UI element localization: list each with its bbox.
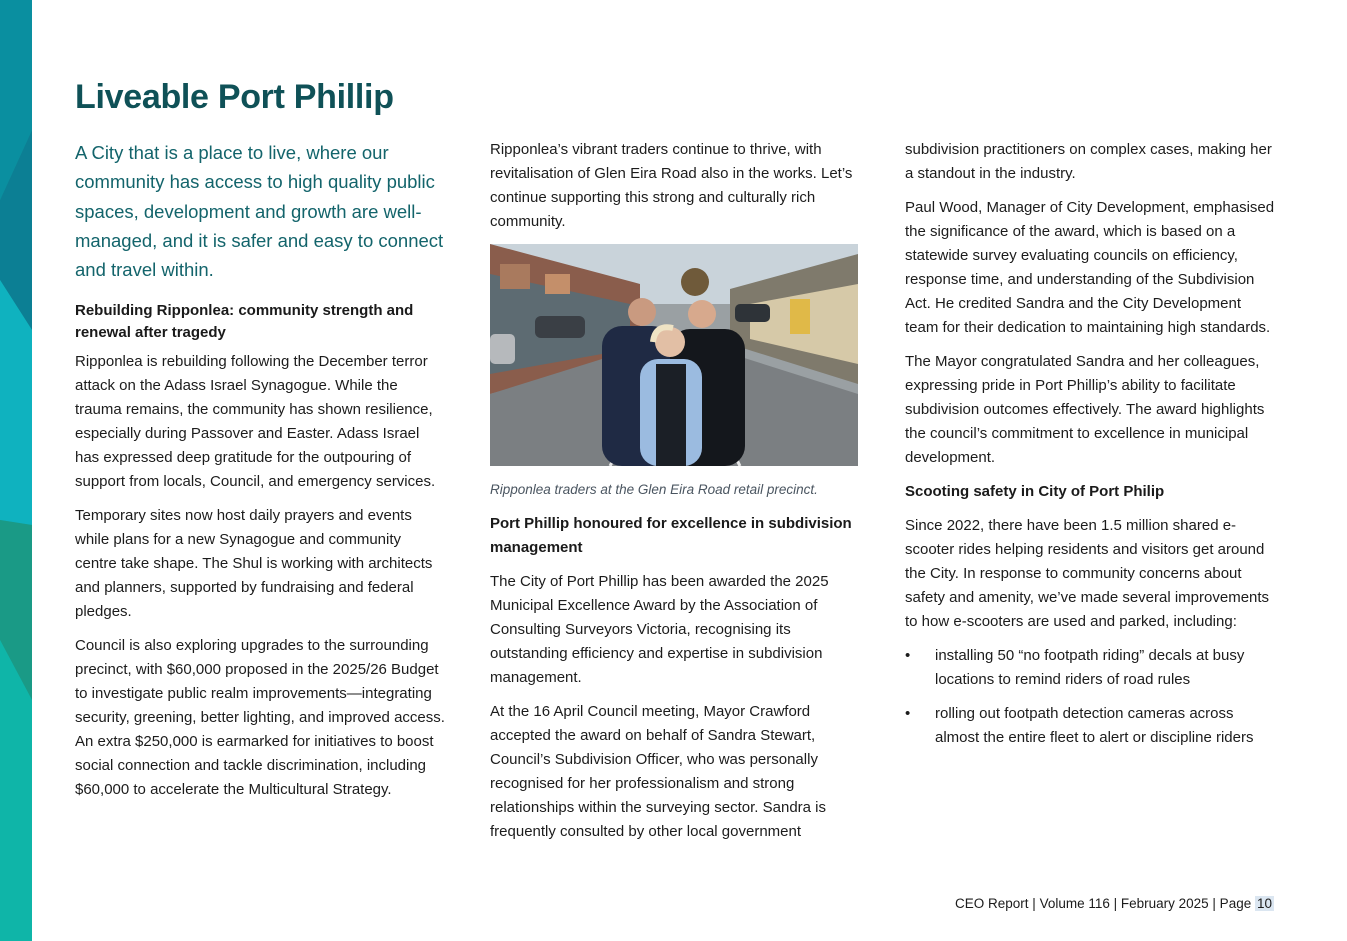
article-heading-scooting-safety: Scooting safety in City of Port Philip [905, 483, 1165, 500]
photo-caption: Ripponlea traders at the Glen Eira Road retail precinct. [490, 482, 818, 497]
section-intro: A City that is a place to live, where our community has access to high quality public spaces, development and growth are well-managed, and it is safer and easy to connect and travel within. [75, 142, 444, 281]
article-paragraph: Ripponlea is rebuilding following the December terror attack on the Adass Israel Synagogue. While the trauma remains, the community has shown resilience, especially during Passover and Easter. Adass Israel has expressed deep gratitude for the outpouring of support from locals, Council, and emergency services. [75, 353, 436, 491]
article-paragraph: At the 16 April Council meeting, Mayor Crawford accepted the award on behalf of Sandra Stewart, Council’s Subdivision Officer, who was personally recognised for her professionalism and strong relationships within the surveying sector. Sandra is frequently consulted by other local government [490, 703, 827, 840]
bullet-icon: • [905, 647, 911, 664]
bullet-icon: • [905, 705, 911, 722]
page-title: Liveable Port Phillip [75, 78, 394, 116]
article-heading-subdivision-award: Port Phillip honoured for excellence in subdivision management [490, 515, 852, 556]
page-footer [955, 896, 1274, 911]
column-right [905, 138, 1275, 760]
article-paragraph: Since 2022, there have been 1.5 million shared e-scooter rides helping residents and visitors get around the City. In response to community concerns about safety and amenity, we’ve made several improvements to how e-scooters are used and parked, including: [905, 517, 1270, 630]
decorative-side-band [0, 0, 32, 941]
ripponlea-traders-photo [490, 244, 858, 466]
article-paragraph: The City of Port Phillip has been awarded the 2025 Municipal Excellence Award by the Association of Consulting Surveyors Victoria, recognising its outstanding efficiency and expertise in subdivision management. [490, 573, 829, 686]
article-paragraph: Council is also exploring upgrades to the surrounding precinct, with $60,000 proposed in the 2025/26 Budget to investigate public realm improvements—integrating security, greening, better lighting, and improved access. An extra $250,000 is earmarked for initiatives to boost social connection and tackle discrimination, including $60,000 to accelerate the Multicultural Strategy. [75, 637, 445, 799]
column-middle [490, 138, 860, 854]
article-paragraph: Temporary sites now host daily prayers and events while plans for a new Synagogue and community centre take shape. The Shul is working with architects and planners, supported by fundraising and federal pledges. [75, 507, 433, 621]
article-paragraph: Paul Wood, Manager of City Development, emphasised the significance of the award, which is based on a statewide survey evaluating councils on efficiency, response time, and understanding of the Subdivision Act. He credited Sandra and the City Development team for their dedication to maintaining high standards. [905, 199, 1275, 336]
list-item [905, 644, 1275, 692]
column-left [75, 138, 445, 812]
page-number: 10 [1256, 896, 1272, 911]
article-paragraph: subdivision practitioners on complex cases, making her a standout in the industry. [905, 141, 1272, 182]
list-item-text: rolling out footpath detection cameras across almost the entire fleet to alert or discipline riders [935, 705, 1254, 746]
article-paragraph: Ripponlea’s vibrant traders continue to thrive, with revitalisation of Glen Eira Road also in the works. Let’s continue supporting this strong and culturally rich community. [490, 141, 853, 230]
article-paragraph: The Mayor congratulated Sandra and her colleagues, expressing pride in Port Phillip’s ability to facilitate subdivision outcomes effectively. The award highlights the council’s commitment to excellence in municipal development. [905, 353, 1265, 466]
list-item [905, 702, 1275, 750]
improvements-list [905, 644, 1275, 750]
article-heading-ripponlea: Rebuilding Ripponlea: community strength and renewal after tragedy [75, 302, 414, 342]
footer-text: CEO Report | Volume 116 | February 2025 | Page [955, 896, 1255, 911]
list-item-text: installing 50 “no footpath riding” decals at busy locations to remind riders of road rules [935, 647, 1245, 688]
